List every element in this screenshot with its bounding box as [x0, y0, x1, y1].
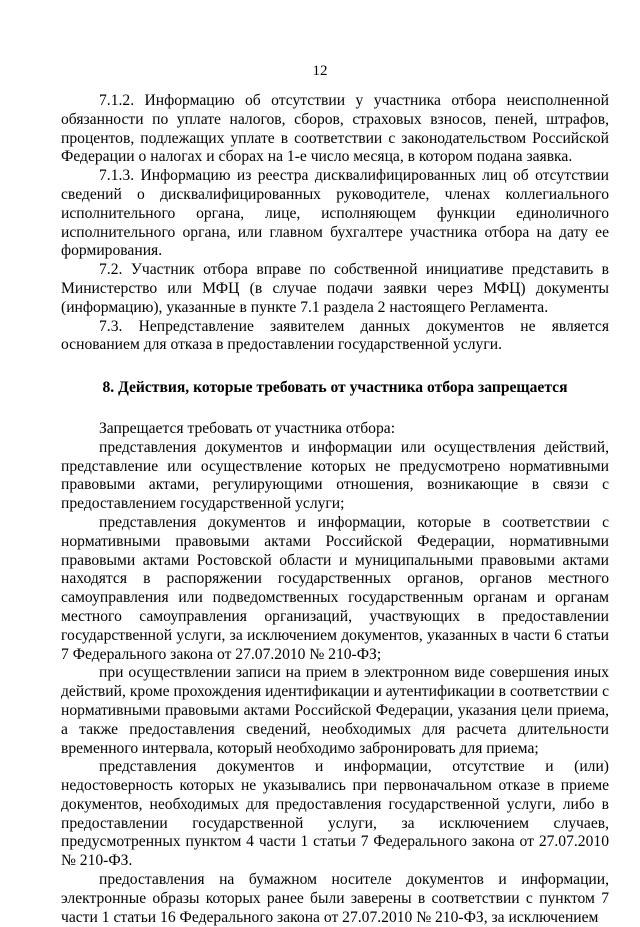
paragraph-7-1-3: 7.1.3. Информацию из реестра дисквалифицированных лиц об отсутствии сведений о дисквалифицированных руководителе, членах коллегиального исполнительного органа, лице, исполняющем функции единоличного исполнительного органа, или главном бухгалтере участника отбора на дату ее формирования. [61, 167, 609, 260]
paragraph-7-1-2: 7.1.2. Информацию об отсутствии у участника отбора неисполненной обязанности по уплате налогов, сборов, страховых взносов, пеней, штрафов, процентов, подлежащих уплате в соответствии с законодательством Российской Федерации о налогах и сборах на 1-е число месяца, в котором подана заявка. [61, 92, 609, 166]
paragraph-prohibited-item: предоставления на бумажном носителе документов и информации, электронные образы которых ранее были заверены в соответствии с пунктом 7 части 1 статьи 16 Федерального закона от 27.07.2010 № 210-ФЗ, за исключением [61, 871, 609, 926]
paragraph-prohibited-intro: Запрещается требовать от участника отбора: [99, 419, 396, 437]
paragraph-prohibited-item: при осуществлении записи на прием в электронном виде совершения иных действий, кроме прохождения идентификации и аутентификации в соответствии с нормативными правовыми актами Российской Федерации, указания цели приема, а также предоставления сведений, необходимых для расчета длительности временного интервала, который необходимо забронировать для приема; [61, 664, 609, 757]
paragraph-prohibited-item: представления документов и информации, которые в соответствии с нормативными правовыми актами Российской Федерации, нормативными правовыми актами Ростовской области и муниципальными правовыми актами находятся в распоряжении государственных органов, органов местного самоуправления или подведомственных государственным органам и органам местного самоуправления организаций, участвующих в предоставлении государственной услуги, за исключением документов, указанных в части 6 статьи 7 Федерального закона от 27.07.2010 № 210-ФЗ; [61, 513, 609, 663]
section-heading: 8. Действия, которые требовать от участника отбора запрещается [102, 379, 568, 397]
paragraph-7-2: 7.2. Участник отбора вправе по собственной инициативе представить в Министерство или МФЦ (в случае подачи заявки через МФЦ) документы (информацию), указанные в пункте 7.1 раздела 2 настоящего Регламента. [61, 261, 609, 316]
paragraph-prohibited-item: представления документов и информации, отсутствие и (или) недостоверность которых не указывались при первоначальном отказе в приеме документов, необходимых для предоставления государственной услуги, либо в предоставлении государственной услуги, за исключением случаев, предусмотренных пунктом 4 части 1 статьи 7 Федерального закона от 27.07.2010 № 210-ФЗ. [61, 758, 609, 870]
paragraph-7-3: 7.3. Непредставление заявителем данных документов не является основанием для отказа в предоставлении государственной услуги. [61, 317, 609, 354]
page-number: 12 [312, 63, 328, 79]
document-body [61, 92, 609, 927]
paragraph-prohibited-item: представления документов и информации или осуществления действий, представление или осуществление которых не предусмотрено нормативными правовыми актами, регулирующими отношения, возникающие в связи с предоставлением государственной услуги; [61, 438, 609, 513]
